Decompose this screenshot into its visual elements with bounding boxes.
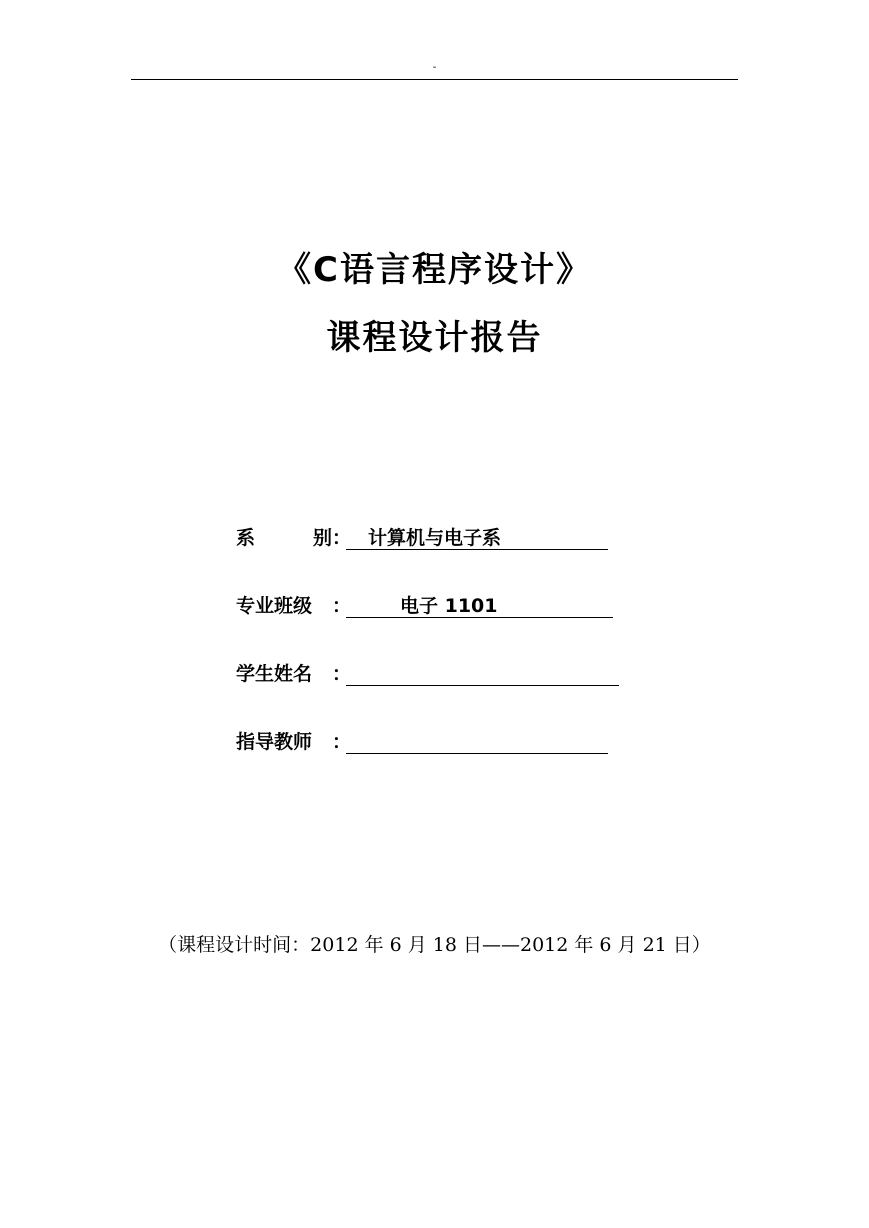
report-title-course: 《C语言程序设计》	[277, 250, 592, 290]
instructor-colon: ：	[332, 731, 352, 753]
instructor-value-underline	[346, 729, 608, 754]
department-value: 计算机与电子系	[368, 527, 502, 549]
major-class-colon: ：	[332, 595, 352, 617]
department-label-part1: 系	[236, 527, 256, 549]
header-mark: -	[432, 62, 437, 73]
header-rule	[131, 79, 738, 80]
report-title-subtitle: 课程设计报告	[326, 318, 543, 358]
course-design-time: （课程设计时间：2012 年 6 月 18 日——2012 年 6 月 21 日）	[158, 934, 711, 956]
student-name-colon: ：	[332, 663, 352, 685]
department-label-part2: 别	[312, 527, 332, 549]
department-value-underline	[346, 525, 608, 550]
major-class-value: 电子 1101	[400, 595, 498, 617]
department-colon: ：	[332, 527, 352, 549]
student-name-label: 学生姓名	[236, 663, 313, 685]
major-class-value-underline	[346, 593, 613, 618]
department-label	[236, 525, 332, 551]
major-class-label: 专业班级	[236, 595, 313, 617]
instructor-label: 指导教师	[236, 731, 313, 753]
student-name-value-underline	[346, 661, 619, 686]
